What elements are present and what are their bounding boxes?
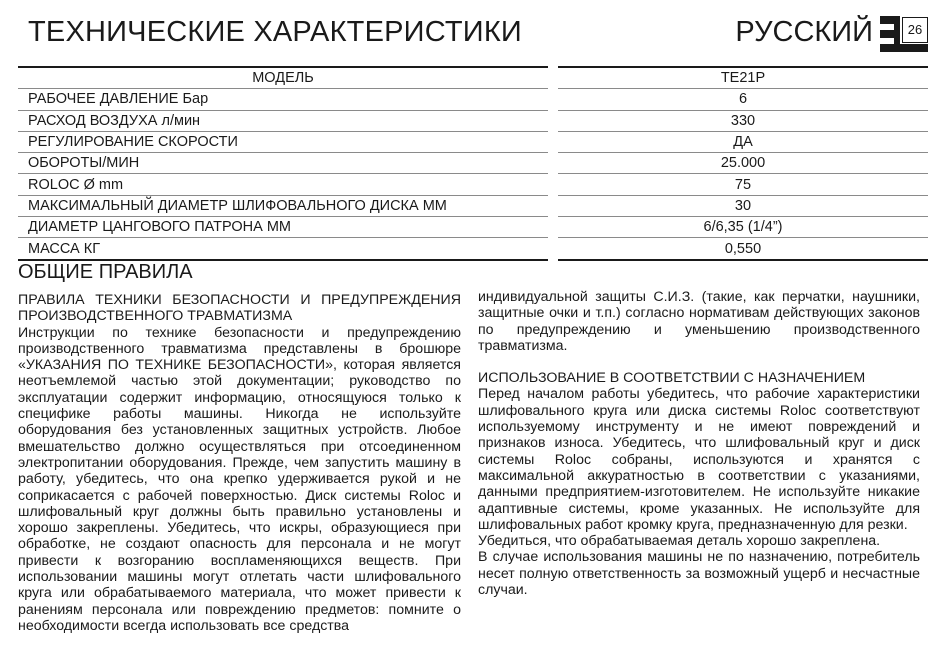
spec-value: 330 [558,110,928,131]
spec-value: 75 [558,174,928,195]
spec-value: 0,550 [558,238,928,260]
safety-heading: ПРАВИЛА ТЕХНИКИ БЕЗОПАСНОСТИ И ПРЕДУПРЕЖДЕНИЯ ПРОИЗВОДСТВЕННОГО ТРАВМАТИЗМА [18,292,461,325]
spec-table [18,66,928,261]
table-row [18,110,928,131]
table-row [18,217,928,238]
right-column [478,289,920,598]
table-row [18,153,928,174]
safety-text: Инструкции по технике безопасности и предупреждению производственного травматизма представлены в брошюре «УКАЗАНИЯ ПО ТЕХНИКЕ БЕЗОПАСНОСТИ», которая является неотъемлемой частью этой документации; руководство по эксплуатации содержит информацию, относящуюся только к специфике работы машины. Никогда не используйте оборудования без установленных защитных устройств. Любое вмешательство должно осуществляться при отсоединенном электропитании оборудования. Прежде, чем запустить машину в работу, убедитесь, что она крепко удерживается рукой и не соприкасается с рабочей поверхностью. Диск системы Roloc и шлифовальный круг должны быть правильно установлены и хорошо закреплены. Убедитесь, что искры, образующиеся при обработке, не создают опасность для персонала и не могут привести к возгоранию воспламеняющихся веществ. При использовании машины могут отлетать части шлифовального круга или обрабатываемого материала, что может привести к ранениям персонала или повреждению предметов: помните о необходимости всегда использовать все средства [18,324,461,634]
spec-value: 30 [558,195,928,216]
spec-header-value: TE21P [558,67,928,89]
spec-value: ДА [558,131,928,152]
spec-value: 6 [558,89,928,110]
workpiece-text: Убедиться, что обрабатываемая деталь хорошо закреплена. [478,533,881,550]
table-row [18,195,928,216]
spec-value: 6/6,35 (1/4”) [558,217,928,238]
spec-label: РАСХОД ВОЗДУХА л/мин [18,110,548,131]
spec-label: РАБОЧЕЕ ДАВЛЕНИЕ Бар [18,89,548,110]
table-row [18,174,928,195]
spec-header-label: МОДЕЛЬ [18,67,548,89]
spec-label: ДИАМЕТР ЦАНГОВОГО ПАТРОНА ММ [18,217,548,238]
spec-label: ROLOC Ø mm [18,174,548,195]
spec-table-header [18,67,928,89]
page-title: ТЕХНИЧЕСКИЕ ХАРАКТЕРИСТИКИ [28,16,522,48]
language-label: РУССКИЙ [735,16,873,48]
left-column [18,292,461,634]
spec-label: ОБОРОТЫ/МИН [18,153,548,174]
page-number: 26 [902,17,928,43]
intended-use-text: Перед началом работы убедитесь, что рабочие характеристики шлифовального круга или диска системы Roloc соответствуют используемому инструменту и не имеют повреждений и признаков износа. Убедитесь, что шлифовальный круг и диск системы Roloc собраны, используются и хранятся с максимальной аккуратностью в соответствии с указаниями, данными предприятием-изготовителем. Не используйте никакие адаптивные системы, кроме указанных. Не используйте для шлифовальных работ кромку круга, предназначенную для резки. [478,386,920,533]
page-number-badge [880,16,930,52]
table-row [18,238,928,260]
spec-label: РЕГУЛИРОВАНИЕ СКОРОСТИ [18,131,548,152]
responsibility-text: В случае использования машины не по назначению, потребитель несет полную ответственность за возможный ущерб и несчастные случаи. [478,549,920,599]
spec-value: 25.000 [558,153,928,174]
table-row [18,131,928,152]
section-title: ОБЩИЕ ПРАВИЛА [18,261,193,283]
spec-label: МАССА КГ [18,238,548,260]
intended-use-heading: ИСПОЛЬЗОВАНИЕ В СООТВЕТСТВИИ С НАЗНАЧЕНИЕМ [478,370,866,387]
table-row [18,89,928,110]
spec-label: МАКСИМАЛЬНЫЙ ДИАМЕТР ШЛИФОВАЛЬНОГО ДИСКА ММ [18,195,548,216]
safety-text-continued: индивидуальной защиты С.И.З. (такие, как перчатки, наушники, защитные очки и т.п.) согласно нормативам действующих законов по предупреждению и уменьшению производственного травматизма. [478,289,920,354]
